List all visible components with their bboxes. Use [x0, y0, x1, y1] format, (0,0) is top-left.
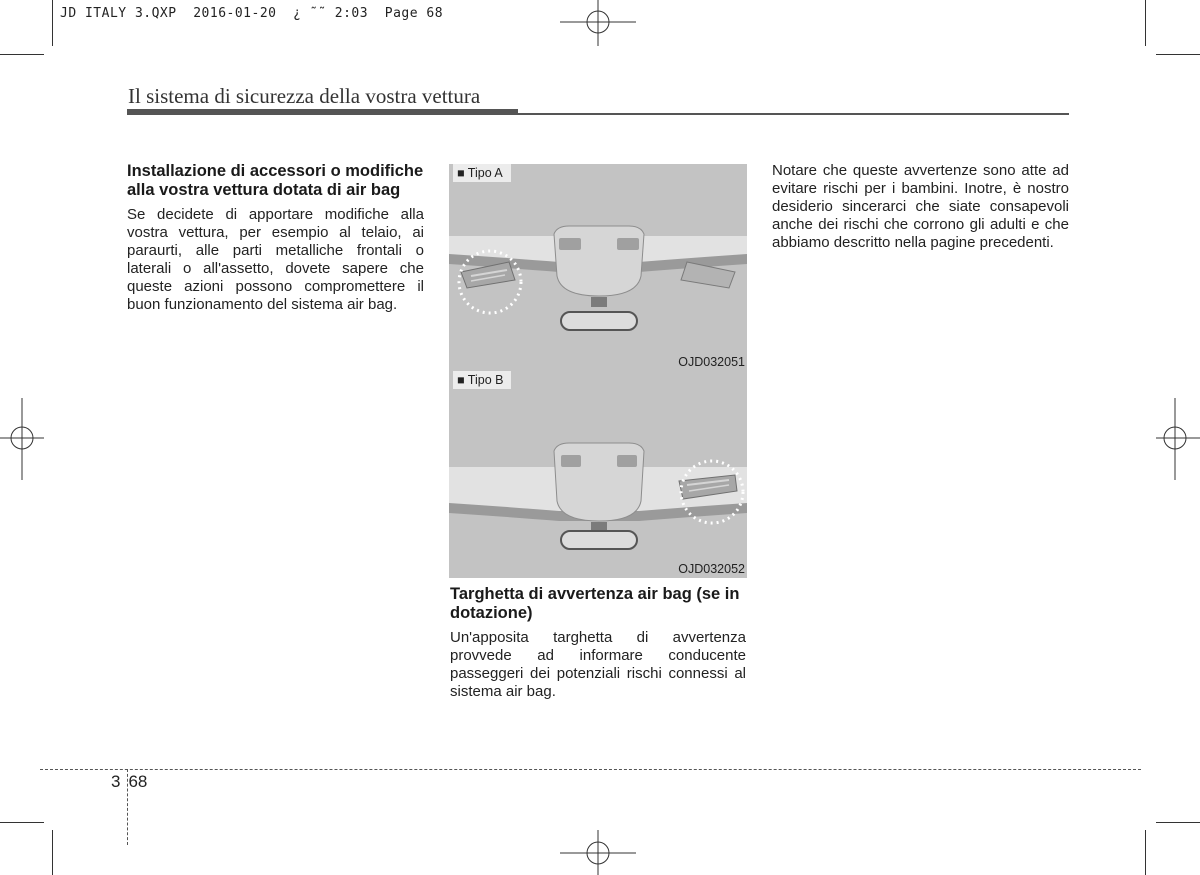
section-heading: Installazione di accessori o modifiche alla vostra vettura dotata di air bag [127, 162, 424, 199]
overhead-console-illustration [449, 371, 747, 578]
section-body: Se decidete di apportare modifiche alla vostra vettura, per esempio al telaio, ai paraurti, alle parti metalliche frontali o laterali o all'assetto, dovete sapere che queste azioni possono compromettere il buon funzionamento del sistema air bag. [127, 206, 424, 313]
section-heading: Targhetta di avvertenza air bag (se in dotazione) [450, 585, 740, 622]
figure-code: OJD032052 [678, 562, 745, 576]
figure-tipo-a [449, 164, 747, 371]
page-number-value: 68 [128, 772, 148, 791]
header-rule-thin [518, 113, 1069, 115]
figure-label: ■ Tipo B [453, 371, 511, 389]
figure-label: ■ Tipo A [453, 164, 511, 182]
page-number [111, 772, 147, 792]
chapter-number: 3 [111, 772, 121, 791]
header-rule-thick [127, 109, 518, 115]
section-notes [772, 162, 1069, 252]
printer-slug: JD ITALY 3.QXP 2016-01-20 ¿ ˜˜ 2:03 Page 68 [60, 6, 444, 21]
chapter-title: Il sistema di sicurezza della vostra vettura [128, 84, 481, 108]
figure-tipo-b [449, 371, 747, 578]
overhead-console-illustration [449, 164, 747, 371]
section-accessories [127, 162, 424, 314]
section-body: Un'apposita targhetta di avvertenza provvede ad informare conducente passeggeri dei potenziali rischi connessi al sistema air bag. [450, 629, 746, 700]
section-body: Notare che queste avvertenze sono atte ad evitare rischi per i bambini. Inotre, è nostro desiderio sincerarci che siate consapevoli anche dei rischi che corrono gli adulti e che abbiamo descritto nella pagine precedenti. [772, 162, 1069, 251]
figure-code: OJD032051 [678, 355, 745, 369]
section-warning-label [450, 585, 746, 701]
footer-divider [40, 769, 1141, 770]
